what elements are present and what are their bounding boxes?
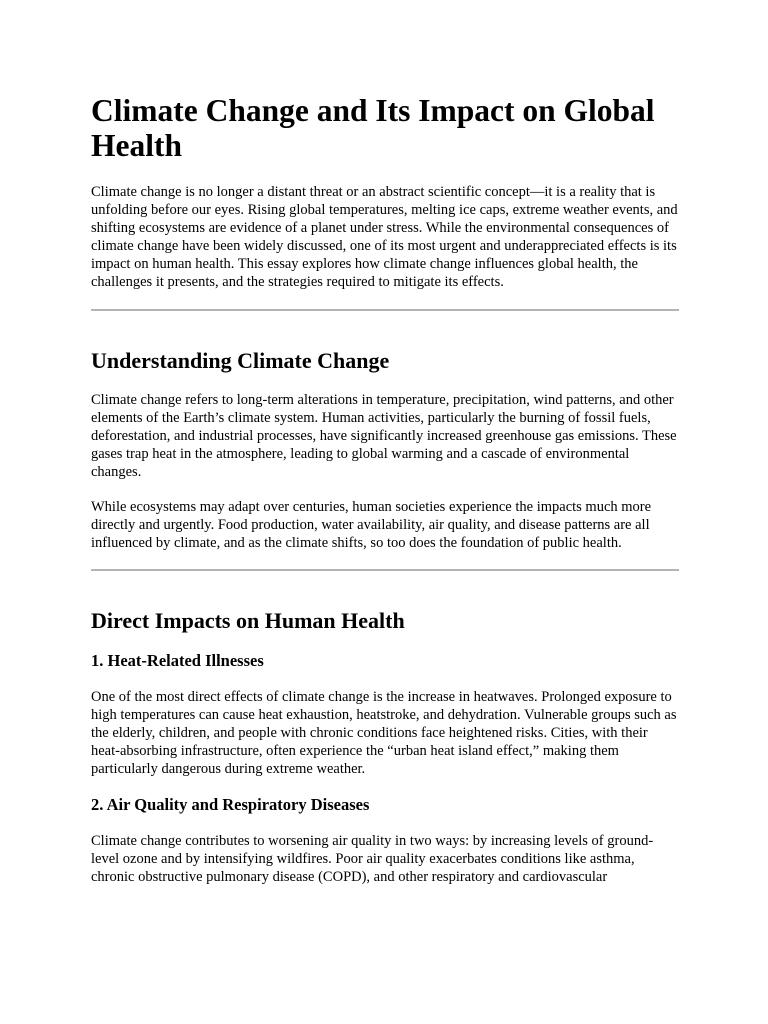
section-divider [91,569,679,571]
section-heading-direct-impacts: Direct Impacts on Human Health [91,608,405,633]
understanding-paragraph-1: Climate change refers to long-term alterations in temperature, precipitation, wind patterns, and other elements of the Earth’s climate system. Human activities, particularly the burning of fossil fuels, deforestation, and industrial processes, have significantly increased greenhouse gas emissions. These gases trap heat in the atmosphere, leading to global warming and a cascade of environmental changes. [91,392,677,480]
subheading-heat-illnesses: 1. Heat-Related Illnesses [91,651,264,670]
understanding-paragraph-2: While ecosystems may adapt over centuries, human societies experience the impacts much more directly and urgently. Food production, water availability, air quality, and disease patterns are all influenced by climate, and as the climate shifts, so too does the foundation of public health. [91,499,652,551]
document-title: Climate Change and Its Impact on Global Health [91,93,655,163]
section-heading-understanding: Understanding Climate Change [91,348,390,373]
intro-paragraph: Climate change is no longer a distant threat or an abstract scientific concept—it is a reality that is unfolding before our eyes. Rising global temperatures, melting ice caps, extreme weather events, and shifting ecosystems are evidence of a planet under stress. While the environmental consequences of climate change have been widely discussed, one of its most urgent and underappreciated effects is its impact on human health. This essay explores how climate change influences global health, the challenges it presents, and the strategies required to mitigate its effects. [91,184,678,290]
air-quality-paragraph: Climate change contributes to worsening air quality in two ways: by increasing levels of ground-level ozone and by intensifying wildfires. Poor air quality exacerbates conditions like asthma, chronic obstructive pulmonary disease (COPD), and other respiratory and cardiovascular [91,833,654,885]
section-divider [91,309,679,311]
subheading-air-quality: 2. Air Quality and Respiratory Diseases [91,795,370,814]
heat-illnesses-paragraph: One of the most direct effects of climate change is the increase in heatwaves. Prolonged exposure to high temperatures can cause heat exhaustion, heatstroke, and dehydration. Vulnerable groups such as the elderly, children, and people with chronic conditions face heightened risks. Cities, with their heat-absorbing infrastructure, often experience the “urban heat island effect,” making them particularly dangerous during extreme weather. [91,689,677,777]
document-page [91,93,679,903]
